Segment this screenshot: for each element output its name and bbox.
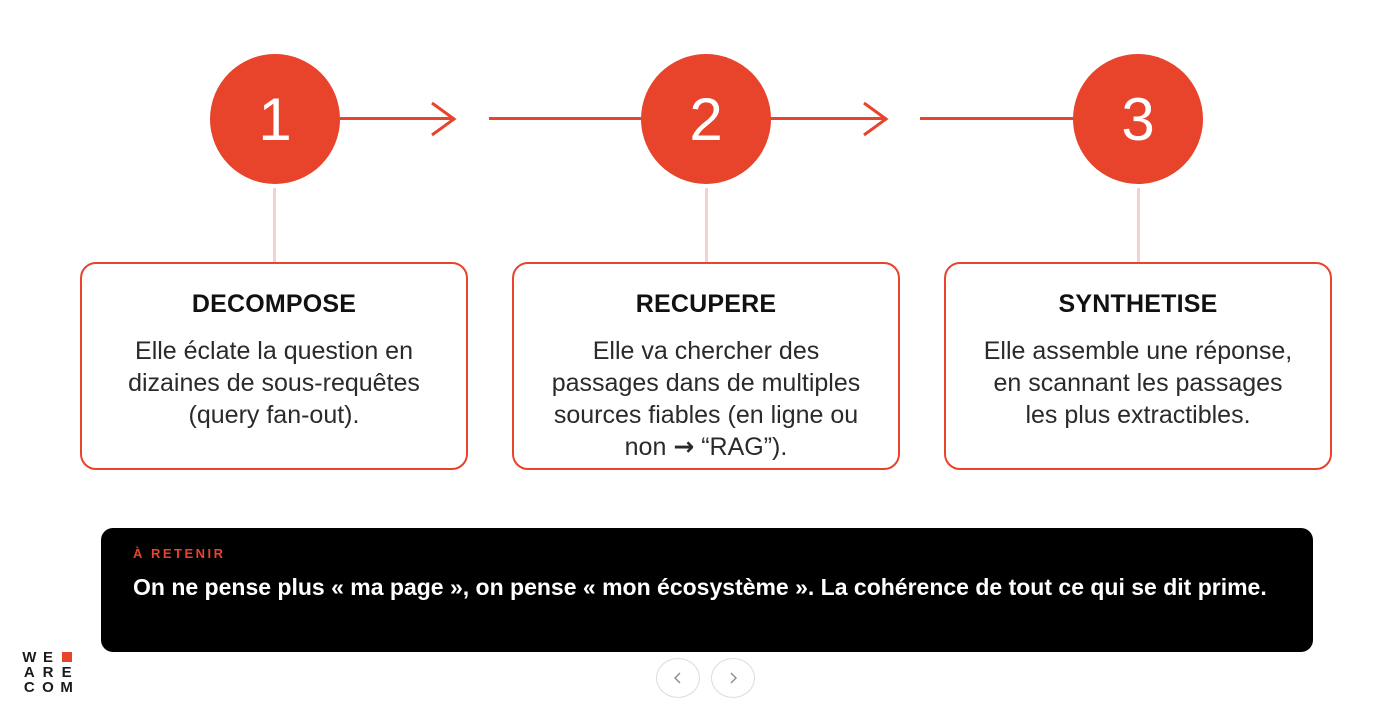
- step-title: DECOMPOSE: [191, 290, 357, 318]
- step-card-recupere: [512, 262, 900, 470]
- connector-line: [489, 117, 645, 120]
- step-number-2: 2: [641, 54, 771, 184]
- desc-line: dizaines de sous-requêtes: [128, 369, 420, 397]
- desc-line: Elle assemble une réponse,: [983, 337, 1293, 365]
- logo-letter: R: [42, 664, 54, 681]
- desc-line: (query fan-out).: [188, 401, 360, 429]
- logo-letter: W: [22, 649, 37, 666]
- wearecom-logo: [20, 650, 76, 695]
- desc-line: Elle va chercher des: [592, 337, 820, 365]
- desc-line: [521, 431, 891, 463]
- desc-text: “RAG”).: [694, 433, 788, 461]
- desc-line: les plus extractibles.: [1025, 401, 1251, 429]
- step-number-1: 1: [210, 54, 340, 184]
- desc-line: en scannant les passages: [993, 369, 1283, 397]
- chevron-left-icon: [671, 671, 685, 685]
- step-stem: [1137, 188, 1140, 262]
- takeaway-banner: [101, 528, 1313, 652]
- prev-slide-button[interactable]: [656, 658, 700, 698]
- desc-line: sources fiables (en ligne ou: [553, 401, 859, 429]
- next-slide-button[interactable]: [711, 658, 755, 698]
- arrow-right-icon: [856, 99, 890, 139]
- step-number-3: 3: [1073, 54, 1203, 184]
- step-description: [953, 335, 1323, 431]
- logo-letter: A: [23, 664, 35, 681]
- logo-row: [20, 665, 76, 680]
- logo-row: [20, 650, 76, 665]
- desc-line: Elle éclate la question en: [135, 337, 413, 365]
- connector-line: [920, 117, 1076, 120]
- logo-letter: E: [43, 649, 54, 666]
- step-description: [89, 335, 459, 431]
- arrow-right-icon: →: [673, 432, 695, 461]
- logo-letter: O: [42, 679, 54, 696]
- takeaway-label: À RETENIR: [133, 546, 226, 561]
- step-title: SYNTHETISE: [1058, 290, 1218, 318]
- chevron-right-icon: [726, 671, 740, 685]
- desc-text: non: [624, 433, 674, 461]
- logo-row: [20, 680, 76, 695]
- logo-letter: M: [60, 679, 73, 696]
- arrow-right-icon: [424, 99, 458, 139]
- logo-letter: C: [23, 679, 35, 696]
- step-description: [521, 335, 891, 463]
- step-card-synthetise: [944, 262, 1332, 470]
- step-stem: [705, 188, 708, 262]
- takeaway-text: On ne pense plus « ma page », on pense « mon écosystème ». La cohérence de tout ce qui se dit prime.: [133, 574, 1267, 600]
- step-title: RECUPERE: [635, 290, 777, 318]
- desc-line: passages dans de multiples: [551, 369, 861, 397]
- step-stem: [273, 188, 276, 262]
- logo-square-icon: [57, 650, 76, 665]
- logo-letter: E: [61, 664, 72, 681]
- step-card-decompose: [80, 262, 468, 470]
